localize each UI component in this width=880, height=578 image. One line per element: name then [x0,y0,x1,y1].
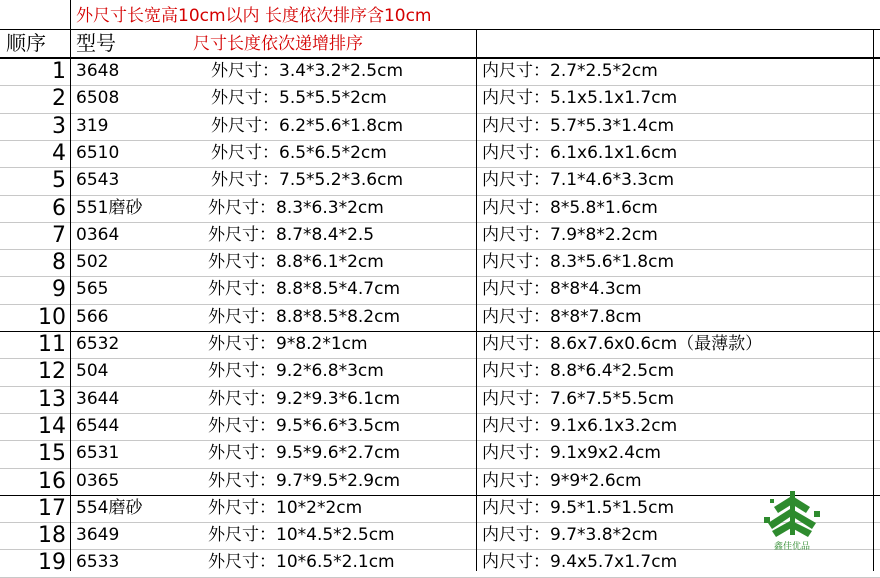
row-inner-size: 内尺寸：9.5*1.5*1.5cm [482,497,675,518]
row-outer-size: 外尺寸：8.8*8.5*8.2cm [208,306,401,327]
row-outer-size: 外尺寸：6.5*6.5*2cm [211,142,387,163]
row-seq: 6 [52,195,66,221]
row-model: 6533 [76,552,120,573]
row-outer-size: 外尺寸：9.2*6.8*3cm [208,361,384,382]
row-model: 319 [76,115,109,136]
row-seq: 14 [38,413,66,439]
row-inner-size: 内尺寸：8*5.8*1.6cm [482,197,658,218]
row-inner-size: 内尺寸：6.1x6.1x1.6cm [482,142,678,163]
row-inner-size: 内尺寸：8*8*4.3cm [482,279,642,300]
row-model: 504 [76,361,109,382]
grid-hline [0,276,880,277]
row-seq: 7 [52,222,66,248]
row-seq: 17 [38,495,66,521]
row-seq: 11 [38,332,66,357]
row-seq: 9 [52,277,66,303]
row-model: 566 [76,306,109,327]
row-inner-size: 内尺寸：8*8*7.8cm [482,306,642,327]
grid-hline [0,249,880,250]
row-model: 6543 [76,170,120,191]
row-seq: 2 [52,86,66,112]
row-seq: 13 [38,386,66,412]
grid-hline [0,195,880,196]
grid-hline [0,468,880,469]
grid-hline [0,85,880,86]
row-seq: 16 [38,468,66,494]
row-outer-size: 外尺寸：3.4*3.2*2.5cm [211,61,404,81]
grid-hline [0,304,880,305]
row-inner-size: 内尺寸：9*9*2.6cm [482,470,642,491]
row-model: 0364 [76,224,120,245]
row-seq: 15 [38,441,66,467]
grid-hline [0,495,880,496]
row-model: 6510 [76,142,120,163]
grid-hline [0,413,880,414]
row-seq: 19 [38,550,66,576]
row-model: 565 [76,279,109,300]
grid-vline-inner [476,29,477,571]
row-outer-size: 外尺寸：8.7*8.4*2.5 [208,224,375,245]
row-model: 3649 [76,525,120,546]
grid-hline [0,358,880,359]
row-seq: 10 [38,304,66,330]
row-model: 551磨砂 [76,197,143,218]
watermark-logo-icon [760,487,824,553]
row-inner-size: 内尺寸：9.4x5.7x1.7cm [482,552,678,573]
grid-hline-header-top [0,29,880,30]
row-inner-size: 内尺寸：8.6x7.6x0.6cm（最薄款） [482,334,763,354]
grid-vline-right [873,29,874,571]
header-seq: 顺序 [6,31,46,55]
grid-hline [0,331,880,332]
grid-hline [0,549,880,550]
row-outer-size: 外尺寸：5.5*5.5*2cm [211,88,387,109]
row-inner-size: 内尺寸：7.9*8*2.2cm [482,224,658,245]
row-model: 6532 [76,334,120,354]
sheet-title: 外尺寸长宽高10cm以内 长度依次排序含10cm [76,6,432,26]
grid-hline [0,222,880,223]
row-model: 0365 [76,470,120,491]
grid-hline [0,140,880,141]
row-inner-size: 内尺寸：7.6*7.5*5.5cm [482,388,675,409]
row-inner-size: 内尺寸：8.8*6.4*2.5cm [482,361,675,382]
row-seq: 5 [52,168,66,194]
grid-hline [0,113,880,114]
grid-vline-seq [70,0,71,571]
watermark-text: 鑫佳优品 [773,542,811,552]
row-outer-size: 外尺寸：10*6.5*2.1cm [208,552,395,573]
header-model: 型号 [76,31,116,55]
row-inner-size: 内尺寸：8.3*5.6*1.8cm [482,252,675,273]
grid-hline [0,167,880,168]
row-outer-size: 外尺寸：9.2*9.3*6.1cm [208,388,401,409]
row-inner-size: 内尺寸：5.1x5.1x1.7cm [482,88,678,109]
row-model: 3648 [76,61,120,81]
row-outer-size: 外尺寸：9.5*9.6*2.7cm [208,443,401,464]
row-outer-size: 外尺寸：7.5*5.2*3.6cm [211,170,404,191]
row-model: 6544 [76,415,120,436]
row-inner-size: 内尺寸：7.1*4.6*3.3cm [482,170,675,191]
row-seq: 1 [52,59,66,84]
row-inner-size: 内尺寸：9.7*3.8*2cm [482,525,658,546]
row-model: 3644 [76,388,120,409]
row-seq: 3 [52,113,66,139]
row-outer-size: 外尺寸：10*2*2cm [208,497,363,518]
row-seq: 18 [38,523,66,549]
row-outer-size: 外尺寸：8.3*6.3*2cm [208,197,384,218]
row-model: 554磨砂 [76,497,143,518]
row-seq: 4 [52,140,66,166]
row-outer-size: 外尺寸：8.8*8.5*4.7cm [208,279,401,300]
row-seq: 8 [52,250,66,276]
row-outer-size: 外尺寸：9.5*6.6*3.5cm [208,415,401,436]
header-note: 尺寸长度依次递增排序 [193,34,363,54]
grid-hline [0,522,880,523]
row-model: 6508 [76,88,120,109]
row-model: 502 [76,252,109,273]
row-inner-size: 内尺寸：9.1x6.1x3.2cm [482,415,678,436]
row-outer-size: 外尺寸：8.8*6.1*2cm [208,252,384,273]
row-outer-size: 外尺寸：9.7*9.5*2.9cm [208,470,401,491]
row-seq: 12 [38,359,66,385]
row-outer-size: 外尺寸：9*8.2*1cm [208,334,368,354]
grid-hline [0,440,880,441]
row-inner-size: 内尺寸：2.7*2.5*2cm [482,61,658,81]
grid-hline [0,386,880,387]
row-outer-size: 外尺寸：6.2*5.6*1.8cm [211,115,404,136]
row-inner-size: 内尺寸：5.7*5.3*1.4cm [482,115,675,136]
row-model: 6531 [76,443,120,464]
row-inner-size: 内尺寸：9.1x9x2.4cm [482,443,661,464]
row-outer-size: 外尺寸：10*4.5*2.5cm [208,525,395,546]
grid-hline-header-bottom [0,57,880,59]
